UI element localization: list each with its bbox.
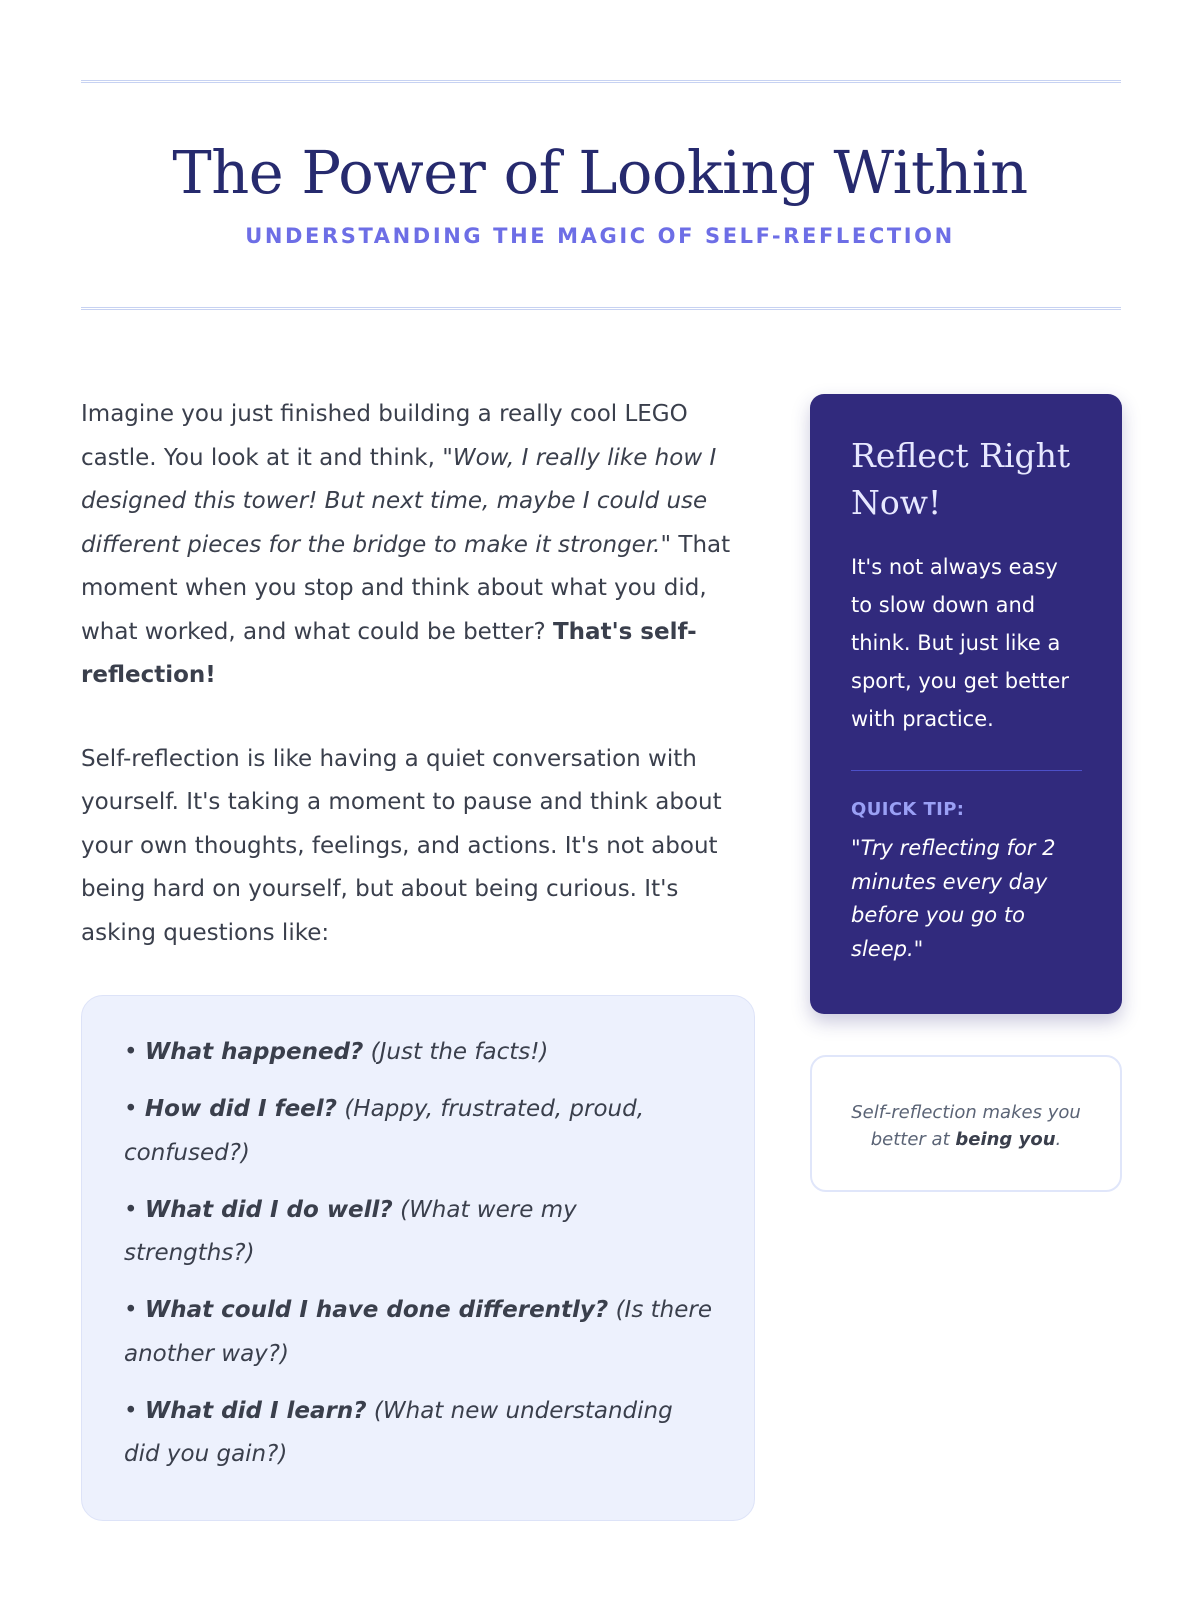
note-text-start: Self-reflection makes you better at bbox=[851, 1102, 1081, 1150]
bullet: • bbox=[124, 1096, 138, 1122]
bullet: • bbox=[124, 1039, 138, 1065]
reflect-now-card bbox=[810, 394, 1122, 1014]
card-divider bbox=[851, 770, 1082, 771]
reflection-questions-box bbox=[81, 995, 755, 1521]
question-text: What could I have done differently? bbox=[144, 1297, 609, 1323]
question-hint: (Happy, frustrated, proud, confused?) bbox=[124, 1096, 645, 1166]
question-item bbox=[124, 1088, 714, 1175]
card-body: It's not always easy to slow down and think. But just like a sport, you get better with practice. bbox=[851, 555, 1070, 731]
intro-text-middle: That moment when you stop and think about what you did, what worked, and what could be better? bbox=[81, 531, 731, 645]
intro-emphasis: That's self-reflection! bbox=[81, 618, 697, 688]
question-hint: (What new understanding did you gain?) bbox=[124, 1397, 673, 1467]
page-title: The Power of Looking Within bbox=[172, 138, 1028, 207]
note-emphasis: being you bbox=[955, 1129, 1056, 1150]
question-text: What did I do well? bbox=[144, 1196, 393, 1223]
card-title: Reflect Right Now! bbox=[851, 436, 1071, 522]
question-text: How did I feel? bbox=[144, 1096, 338, 1122]
bullet: • bbox=[124, 1297, 138, 1323]
question-item bbox=[124, 1289, 714, 1376]
question-item bbox=[124, 1031, 714, 1075]
header-top-rule bbox=[81, 80, 1121, 83]
bullet: • bbox=[124, 1397, 138, 1424]
note-card bbox=[810, 1055, 1122, 1192]
page-subtitle: UNDERSTANDING THE MAGIC OF SELF-REFLECTION bbox=[245, 224, 955, 248]
intro-text-start: Imagine you just finished building a really cool LEGO castle. You look at it and think, bbox=[81, 401, 688, 471]
article-body bbox=[81, 393, 749, 995]
question-text: What did I learn? bbox=[144, 1397, 367, 1424]
header-bottom-rule bbox=[81, 307, 1121, 310]
lego-quote: "Wow, I really like how I designed this tower! But next time, maybe I could use different pieces for the bridge to make it stronger." bbox=[81, 444, 717, 558]
bullet: • bbox=[124, 1196, 138, 1223]
question-hint: (Is there another way?) bbox=[124, 1297, 712, 1367]
question-item bbox=[124, 1390, 714, 1477]
question-text: What happened? bbox=[144, 1039, 364, 1065]
question-item bbox=[124, 1189, 714, 1276]
quick-tip-text: "Try reflecting for 2 minutes every day before you go to sleep." bbox=[851, 836, 1056, 961]
note-text-end: . bbox=[1055, 1129, 1062, 1150]
intro-paragraph bbox=[81, 393, 749, 698]
definition-paragraph: Self-reflection is like having a quiet conversation with yourself. It's taking a moment to pause and think about your own thoughts, feelings, and actions. It's not about being hard on yourself, but about being curious. It's asking questions like: bbox=[81, 745, 722, 946]
question-hint: (Just the facts!) bbox=[370, 1039, 549, 1065]
question-hint: (What were my strengths?) bbox=[124, 1196, 577, 1266]
quick-tip-label: QUICK TIP: bbox=[851, 799, 965, 820]
